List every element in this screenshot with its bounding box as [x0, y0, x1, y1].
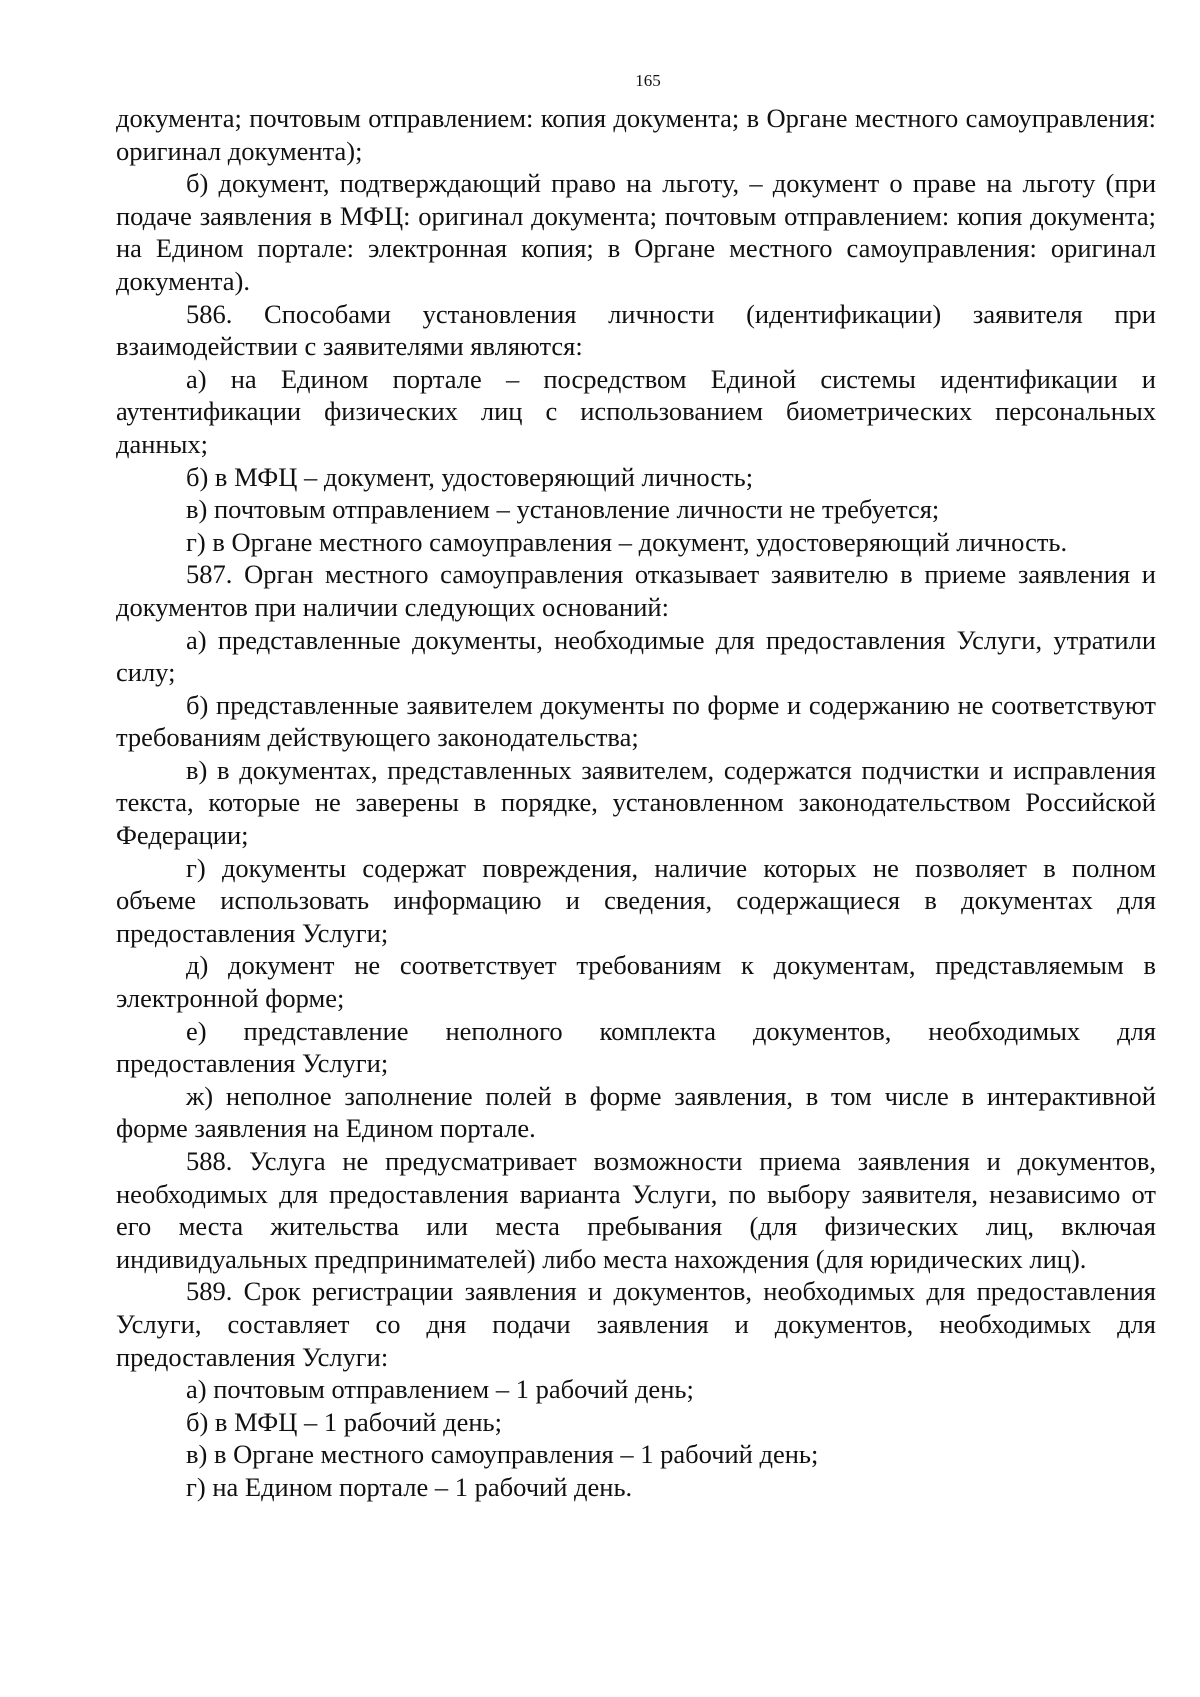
paragraph: документа; почтовым отправлением: копия документа; в Органе местного самоуправления: оригинал документа);	[116, 103, 1156, 166]
paragraph: е) представление неполного комплекта документов, необходимых для предоставления Услуги;	[116, 1015, 1156, 1079]
paragraph: 588. Услуга не предусматривает возможности приема заявления и документов, необходимых для предоставления варианта Услуги, по выбору заявителя, независимо от его места жительства или места пребывания (для физических лиц, включая индивидуальных предпринимателей) либо места нахождения (для юридических лиц).	[116, 1146, 1156, 1274]
paragraph: г) в Органе местного самоуправления – документ, удостоверяющий личность.	[186, 526, 1068, 557]
paragraph: а) представленные документы, необходимые для предоставления Услуги, утратили силу;	[116, 624, 1156, 688]
document-body	[116, 102, 1156, 1504]
paragraph: а) на Едином портале – посредством Единой системы идентификации и аутентификации физических лиц с использованием биометрических персональных данных;	[116, 363, 1156, 459]
paragraph: г) на Едином портале – 1 рабочий день.	[186, 1471, 633, 1502]
document-page	[116, 70, 1156, 1504]
paragraph: 587. Орган местного самоуправления отказывает заявителю в приеме заявления и документов при наличии следующих оснований:	[116, 559, 1156, 622]
paragraph: в) в Органе местного самоуправления – 1 рабочий день;	[186, 1439, 819, 1470]
paragraph: в) почтовым отправлением – установление личности не требуется;	[186, 494, 940, 525]
page-number: 165	[635, 71, 661, 90]
paragraph: г) документы содержат повреждения, наличие которых не позволяет в полном объеме использовать информацию и сведения, содержащиеся в документах для предоставления Услуги;	[116, 852, 1156, 948]
paragraph: а) почтовым отправлением – 1 рабочий день;	[186, 1374, 694, 1405]
paragraph: б) в МФЦ – 1 рабочий день;	[186, 1406, 502, 1437]
paragraph: б) представленные заявителем документы по форме и содержанию не соответствуют требованиям действующего законодательства;	[116, 689, 1156, 753]
paragraph: в) в документах, представленных заявителем, содержатся подчистки и исправления текста, которые не заверены в порядке, установленном законодательством Российской Федерации;	[116, 754, 1156, 851]
paragraph: 586. Способами установления личности (идентификации) заявителя при взаимодействии с заявителями являются:	[116, 298, 1156, 362]
paragraph: д) документ не соответствует требованиям к документам, представляемым в электронной форме;	[116, 950, 1156, 1014]
paragraph: б) в МФЦ – документ, удостоверяющий личность;	[186, 461, 754, 492]
paragraph: б) документ, подтверждающий право на льготу, – документ о праве на льготу (при подаче заявления в МФЦ: оригинал документа; почтовым отправлением: копия документа; на Едином портале: электронная копия; в Органе местного самоуправления: оригинал документа).	[116, 168, 1156, 296]
paragraph: ж) неполное заполнение полей в форме заявления, в том числе в интерактивной форме заявления на Едином портале.	[116, 1080, 1156, 1144]
paragraph: 589. Срок регистрации заявления и документов, необходимых для предоставления Услуги, составляет со дня подачи заявления и документов, необходимых для предоставления Услуги:	[116, 1276, 1156, 1372]
